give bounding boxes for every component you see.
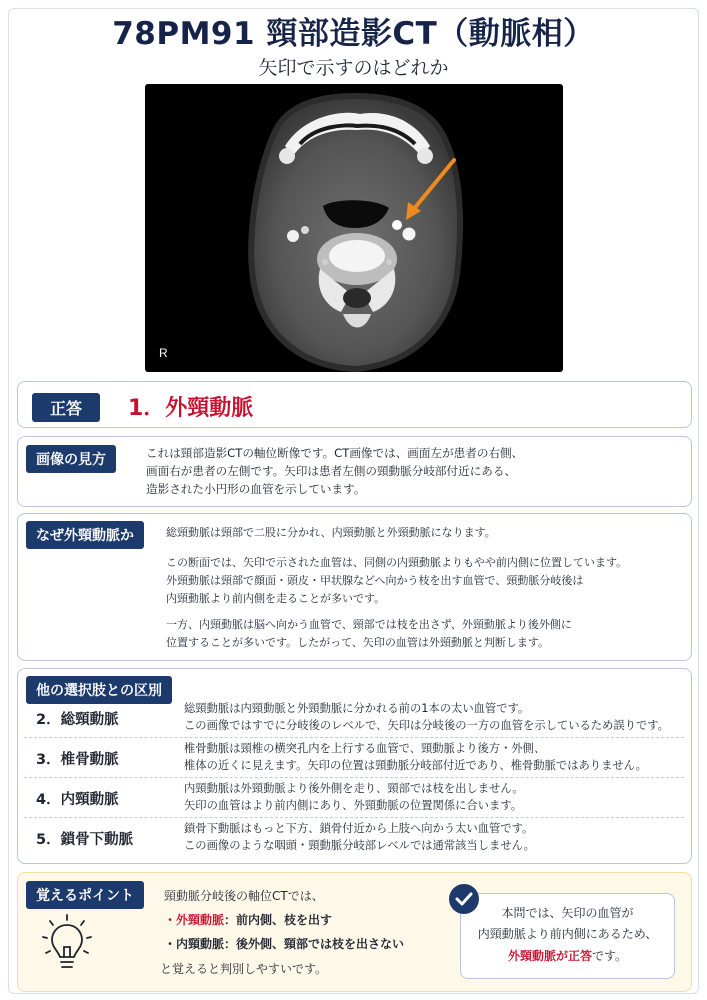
right-carotid: [287, 230, 299, 242]
page-title: 78PM91 頸部造影CT（動脈相）: [112, 16, 595, 52]
option-row: [24, 739, 684, 778]
view-line-1: これは頸部造影CTの軸位断像です。CT画像では、画面左が患者の右側、: [146, 446, 524, 460]
ct-scan-drawing: [145, 84, 563, 372]
lightbulb-icon: [40, 913, 94, 975]
spinal-canal: [343, 288, 371, 308]
option-name: 2．総頸動脈: [36, 712, 119, 728]
conclusion-line-1: 本問では、矢印の血管が: [501, 906, 634, 920]
why-p2-line-2: 外頸動脈は頸部で顔面・頭皮・甲状腺などへ向かう枝を出す血管で、頸動脈分岐後は: [166, 574, 584, 587]
why-p3-line-2: 位置することが多いです。したがって、矢印の血管は外頸動脈と判断します。: [166, 636, 550, 649]
why-p2-line-3: 内頸動脈より前内側を走ることが多いです。: [166, 592, 386, 605]
other-choices-section: [17, 668, 692, 864]
answer-label: 正答: [32, 393, 100, 422]
option-row: [24, 819, 684, 857]
option-desc: 椎骨動脈は頸椎の横突孔内を上行する血管で、頸動脈より後方・外側、 椎体の近くに見えます。矢印の位置は頸動脈分岐部付近であり、椎骨動脈ではありません。: [184, 742, 647, 772]
option-name: 5．鎖骨下動脈: [36, 832, 134, 848]
key-point-intro: 頸動脈分岐後の軸位CTでは、: [164, 889, 324, 903]
option-row: [24, 779, 684, 818]
why-p2-line-1: この断面では、矢印で示された血管は、同側の内頸動脈よりもやや前内側に位置しています。: [166, 556, 628, 569]
answer-box: [17, 381, 692, 428]
question-text: 矢印で示すのはどれか: [258, 57, 449, 79]
conclusion-box: [460, 893, 675, 979]
view-section: [17, 436, 692, 507]
conclusion-line-3: 外頸動脈が正答です。: [507, 949, 628, 963]
key-point-section: [17, 872, 692, 992]
why-paragraph-1: 総頸動脈は頸部で二股に分かれ、内頸動脈と外頸動脈になります。: [166, 526, 496, 539]
key-point-label: 覚えるポイント: [26, 881, 144, 909]
left-external-carotid: [392, 220, 402, 230]
why-label: なぜ外頸動脈か: [26, 521, 144, 549]
side-marker: R: [159, 346, 168, 360]
key-point-item-2: ・内頸動脈：後外側、頸部では枝を出さない: [164, 937, 405, 951]
view-line-3: 造影された小円形の血管を示しています。: [146, 482, 366, 496]
key-point-outro: と覚えると判別しやすいです。: [160, 962, 328, 976]
answer-text: 1．外頸動脈: [128, 396, 254, 421]
neck-soft-tissue: [251, 96, 460, 369]
view-label: 画像の見方: [26, 445, 116, 473]
conclusion-line-2: 内頸動脈より前内側にあるため、: [477, 927, 658, 941]
key-point-item-1: ・外頸動脈：前内側、枝を出す: [164, 913, 333, 927]
option-row: [24, 699, 684, 738]
why-section: [17, 513, 692, 661]
option-name: 3．椎骨動脈: [36, 752, 119, 768]
option-desc: 内頸動脈は外頸動脈より後外側を走り、頸部では枝を出しません。 矢印の血管はより前内側にあり、外頸動脈の位置関係に合います。: [184, 782, 524, 812]
why-p3-line-1: 一方、内頸動脈は脳へ向かう血管で、頸部では枝を出さず、外頸動脈より後外側に: [166, 618, 572, 631]
other-label: 他の選択肢との区別: [26, 676, 172, 704]
view-line-2: 画面右が患者の左側です。矢印は患者左側の頸動脈分岐部付近にある、: [146, 464, 517, 478]
ct-image: [145, 84, 563, 372]
option-name: 4．内頸動脈: [36, 792, 119, 808]
option-desc: 総頸動脈は内頸動脈と外頸動脈に分かれる前の1本の太い血管です。 この画像ではすでに分岐後のレベルで、矢印は分岐後の一方の血管を示しているため誤りです。: [184, 702, 669, 732]
left-internal-carotid: [403, 228, 416, 241]
option-desc: 鎖骨下動脈はもっと下方、鎖骨付近から上肢へ向かう太い血管です。 この画像のような咽頭・頸動脈分岐部レベルでは通常該当しません。: [184, 822, 535, 852]
